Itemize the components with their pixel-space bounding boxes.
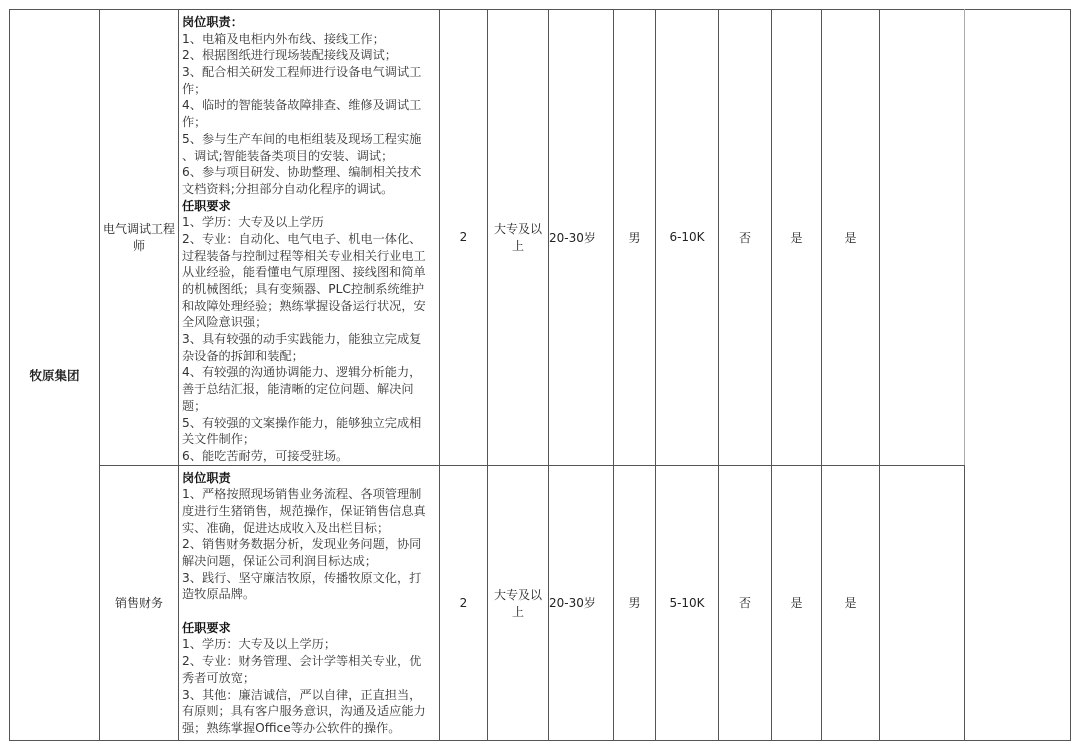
description-line: 过程装备与控制过程等相关专业相关行业电工 [182, 248, 426, 263]
description-line: 实、准确，促进达成收入及出栏目标； [182, 520, 390, 535]
description-line: 1、学历：大专及以上学历 [182, 215, 324, 230]
description-line [182, 603, 437, 620]
description-line: 3、配合相关研发工程师进行设备电气调试工 [182, 65, 422, 80]
description-line: 2、根据图纸进行现场装配接线及调试； [182, 48, 397, 63]
section-heading: 岗位职责 [182, 470, 231, 485]
description-line: 度进行生猪销售，规范操作，保证销售信息真 [182, 503, 426, 518]
description-line: 有原则；具有客户服务意识，沟通及适应能力 [182, 704, 426, 719]
count-cell: 2 [440, 465, 488, 740]
description-line: 作； [182, 115, 207, 130]
description-line: 1、电箱及电柜内外布线、接线工作； [182, 31, 385, 46]
position-line: 销售财务 [114, 596, 163, 611]
education-line: 大专及以 [493, 587, 542, 602]
empty-merged-cell [965, 10, 1071, 741]
company-cell: 牧原集团 [10, 10, 100, 741]
description-line: 杂设备的拆卸和装配； [182, 348, 304, 363]
position-line: 师 [132, 239, 145, 254]
age-cell: 20-30岁 [549, 10, 614, 466]
description-line: 作； [182, 81, 207, 96]
description-line: 文档资料;分担部分自动化程序的调试。 [182, 181, 394, 196]
col10-cell: 是 [772, 465, 822, 740]
education-cell [488, 10, 549, 466]
description-line: 4、有较强的沟通协调能力、逻辑分析能力， [182, 365, 422, 380]
description-line: 2、专业：自动化、电气电子、机电一体化、 [182, 231, 422, 246]
description-line: 1、严格按照现场销售业务流程、各项管理制 [182, 487, 422, 502]
position-cell [100, 465, 179, 740]
description-line: 5、有较强的文案操作能力，能够独立完成相 [182, 415, 422, 430]
gender-cell: 男 [614, 10, 656, 466]
description-cell [179, 465, 440, 740]
age-cell: 20-30岁 [549, 465, 614, 740]
col9-cell: 否 [719, 465, 772, 740]
col11-cell: 是 [822, 10, 880, 466]
description-line: 关文件制作； [182, 432, 256, 447]
description-line: 4、临时的智能装备故障排查、维修及调试工 [182, 98, 422, 113]
count-cell: 2 [440, 10, 488, 466]
description-line: 和故障处理经验；熟练掌握设备运行状况，安 [182, 298, 426, 313]
description-cell [179, 10, 440, 466]
table-row [10, 10, 1071, 466]
salary-cell: 5-10K [656, 465, 719, 740]
col10-cell: 是 [772, 10, 822, 466]
description-line: 全风险意识强； [182, 315, 268, 330]
description-line: 3、具有较强的动手实践能力，能独立完成复 [182, 332, 422, 347]
description-line: 造牧原品牌。 [182, 587, 256, 602]
description-line: 2、专业：财务管理、会计学等相关专业，优 [182, 654, 422, 669]
description-line: 3、践行、坚守廉洁牧原，传播牧原文化，打 [182, 570, 422, 585]
description-line: 强；熟练掌握Office等办公软件的操作。 [182, 720, 401, 735]
empty-cell [880, 10, 965, 466]
education-cell [488, 465, 549, 740]
section-heading: 任职要求 [182, 198, 231, 213]
position-cell [100, 10, 179, 466]
description-line: 6、能吃苦耐劳，可接受驻场。 [182, 448, 349, 463]
table-row [10, 465, 1071, 740]
job-table [9, 9, 1071, 741]
description-line: 的机械图纸；具有变频器、PLC控制系统维护 [182, 282, 425, 296]
description-line: 秀者可放宽； [182, 670, 256, 685]
salary-cell: 6-10K [656, 10, 719, 466]
description-line: 3、其他：廉洁诚信，严以自律，正直担当， [182, 687, 422, 702]
col9-cell: 否 [719, 10, 772, 466]
description-line: 从业经验，能看懂电气原理图、接线图和简单 [182, 265, 426, 280]
description-line: 1、学历：大专及以上学历； [182, 637, 337, 652]
description-line: 解决问题，保证公司利润目标达成； [182, 554, 377, 568]
education-line: 上 [511, 604, 524, 619]
empty-cell [880, 465, 965, 740]
description-line: 6、参与项目研发、协助整理、编制相关技术 [182, 165, 422, 180]
description-line: 、调试;智能装备类项目的安装、调试； [182, 148, 394, 163]
gender-cell: 男 [614, 465, 656, 740]
description-line: 题； [182, 398, 207, 413]
position-line: 电气调试工程 [102, 222, 175, 237]
section-heading: 岗位职责： [182, 15, 243, 29]
description-line: 善于总结汇报，能清晰的定位问题、解决问 [182, 382, 414, 397]
education-line: 上 [511, 239, 524, 254]
col11-cell: 是 [822, 465, 880, 740]
education-line: 大专及以 [493, 222, 542, 237]
description-line: 5、参与生产车间的电柜组装及现场工程实施 [182, 131, 422, 146]
description-line: 2、销售财务数据分析，发现业务问题，协同 [182, 537, 422, 552]
section-heading: 任职要求 [182, 620, 231, 635]
